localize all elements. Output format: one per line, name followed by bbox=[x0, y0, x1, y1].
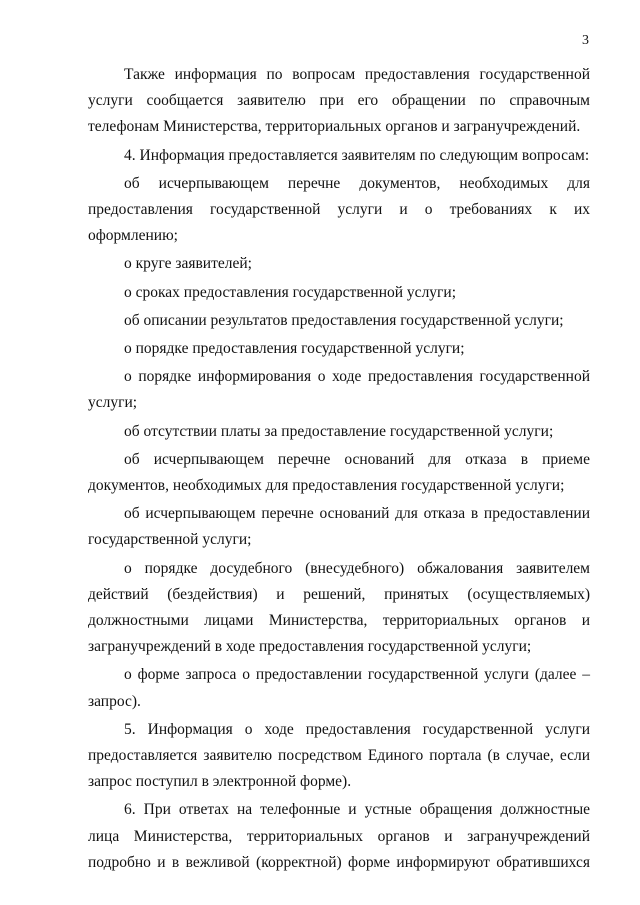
paragraph: о порядке информирования о ходе предоставления государственной услуги; bbox=[88, 368, 590, 412]
paragraph: о порядке досудебного (внесудебного) обжалования заявителем действий (бездействия) и решений, принятых (осуществляемых) должностными лицами Министерства, территориальных органов и загранучреждений в ходе предоставления государственной услуги; bbox=[88, 559, 590, 656]
paragraph: об отсутствии платы за предоставление государственной услуги; bbox=[124, 422, 554, 440]
paragraph: о сроках предоставления государственной услуги; bbox=[124, 283, 457, 301]
paragraph: о форме запроса о предоставлении государственной услуги (далее – запрос). bbox=[88, 666, 590, 710]
paragraph: об описании результатов предоставления государственной услуги; bbox=[124, 311, 564, 329]
document-body bbox=[88, 62, 590, 878]
paragraph: об исчерпывающем перечне документов, необходимых для предоставления государственной услуги и о требованиях к их оформлению; bbox=[88, 174, 590, 245]
paragraph: 4. Информация предоставляется заявителям по следующим вопросам: bbox=[124, 146, 590, 164]
paragraph: Также информация по вопросам предоставления государственной услуги сообщается заявителю при его обращении по справочным телефонам Министерства, территориальных органов и загранучреждений. bbox=[88, 66, 590, 136]
paragraph: об исчерпывающем перечне оснований для отказа в предоставлении государственной услуги; bbox=[88, 505, 590, 549]
paragraph: об исчерпывающем перечне оснований для отказа в приеме документов, необходимых для предоставления государственной услуги; bbox=[88, 450, 590, 495]
page-number: 3 bbox=[582, 33, 589, 48]
paragraph: о круге заявителей; bbox=[124, 255, 252, 273]
paragraph: 5. Информация о ходе предоставления государственной услуги предоставляется заявителю посредством Единого портала (в случае, если запрос поступил в электронной форме). bbox=[88, 720, 590, 791]
paragraph: о порядке предоставления государственной услуги; bbox=[124, 340, 465, 358]
paragraph: 6. При ответах на телефонные и устные обращения должностные лица Министерства, территориальных органов и загранучреждений подробно и в вежливой (корректной) форме информируют обратившихся bbox=[88, 801, 590, 871]
